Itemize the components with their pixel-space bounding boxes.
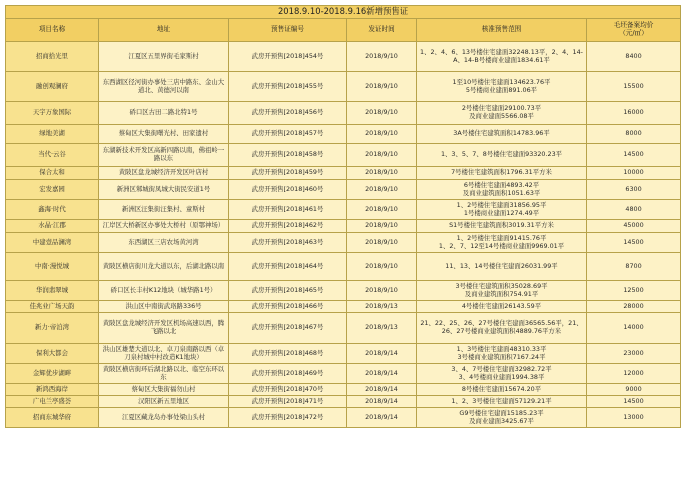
header-issue-date: 发证时间	[347, 19, 417, 42]
permit-number-cell: 武房开预售[2018]455号	[229, 72, 347, 102]
average-price-cell: 9000	[587, 384, 681, 396]
permit-number-cell: 武房开预售[2018]469号	[229, 364, 347, 384]
table-row	[6, 42, 681, 72]
project-name-cell: 保合太和	[6, 167, 99, 180]
approved-scope-cell: 1、3号楼住宅建面48310.33平 3号楼商业建筑面积7167.24平	[417, 344, 587, 364]
issue-date-cell: 2018/9/10	[347, 42, 417, 72]
issue-date-cell: 2018/9/10	[347, 233, 417, 253]
table-row	[6, 72, 681, 102]
average-price-cell: 12500	[587, 281, 681, 301]
average-price-cell: 6300	[587, 180, 681, 200]
permit-number-cell: 武房开预售[2018]454号	[229, 42, 347, 72]
approved-scope-cell: 4号楼住宅建面26143.59平	[417, 301, 587, 313]
permit-number-cell: 武房开预售[2018]461号	[229, 200, 347, 220]
issue-date-cell: 2018/9/10	[347, 200, 417, 220]
average-price-cell: 14500	[587, 144, 681, 167]
average-price-cell: 8000	[587, 125, 681, 144]
address-cell: 江夏区五里界街毛家斯村	[99, 42, 229, 72]
issue-date-cell: 2018/9/13	[347, 301, 417, 313]
average-price-cell: 23000	[587, 344, 681, 364]
project-name-cell: 华润翡翠城	[6, 281, 99, 301]
permit-number-cell: 武房开预售[2018]471号	[229, 396, 347, 408]
address-cell: 江岸区大桥新区办事处大桥村（原鄂神场）	[99, 220, 229, 233]
approved-scope-cell: 1至10号楼住宅建面134623.76平 5号楼商业建面891.06平	[417, 72, 587, 102]
address-cell: 东湖新技术开发区高新四路以南，佛祖岭一路以东	[99, 144, 229, 167]
project-name-cell: 宏发嘉园	[6, 180, 99, 200]
table-row	[6, 313, 681, 344]
address-cell: 蔡甸区大集街福勿山村	[99, 384, 229, 396]
approved-scope-cell: 1、2、4、6、13号楼住宅建面32248.13平，2、4、14-A、14-B号楼商业建面1834.61平	[417, 42, 587, 72]
table-row	[6, 200, 681, 220]
average-price-cell: 8400	[587, 42, 681, 72]
approved-scope-cell: 1、2号楼住宅建面31856.95平 1号楼商业建面1274.49平	[417, 200, 587, 220]
issue-date-cell: 2018/9/10	[347, 102, 417, 125]
average-price-cell: 14000	[587, 313, 681, 344]
table-title: 2018.9.10-2018.9.16新增预售证	[6, 6, 681, 19]
project-name-cell: 保利大都会	[6, 344, 99, 364]
approved-scope-cell: 21、22、25、26、27号楼住宅建面36565.56平，21、26、27号楼商业建筑面积4889.76平方米	[417, 313, 587, 344]
issue-date-cell: 2018/9/10	[347, 72, 417, 102]
permit-number-cell: 武房开预售[2018]466号	[229, 301, 347, 313]
presale-permit-table	[5, 5, 681, 428]
header-address: 地址	[99, 19, 229, 42]
table-row	[6, 167, 681, 180]
address-cell: 黄陂区盘龙城经济开发区叶店村	[99, 167, 229, 180]
approved-scope-cell: S1号楼住宅建筑面积3019.31平方米	[417, 220, 587, 233]
approved-scope-cell: 8号楼住宅建面15674.20平	[417, 384, 587, 396]
header-project-name: 项目名称	[6, 19, 99, 42]
header-average-price: 毛坯备案均价 （元/㎡）	[587, 19, 681, 42]
project-name-cell: 招商拾光里	[6, 42, 99, 72]
project-name-cell: 融创观澜府	[6, 72, 99, 102]
permit-number-cell: 武房开预售[2018]472号	[229, 408, 347, 428]
table-row	[6, 180, 681, 200]
average-price-cell: 15500	[587, 72, 681, 102]
address-cell: 新洲区汪集街汪集村、童斯村	[99, 200, 229, 220]
permit-number-cell: 武房开预售[2018]463号	[229, 233, 347, 253]
table-row	[6, 220, 681, 233]
table-row	[6, 102, 681, 125]
approved-scope-cell: 3号楼住宅建筑面积35028.69平 及商业建筑面积754.91平	[417, 281, 587, 301]
address-cell: 汉阳区新五里地区	[99, 396, 229, 408]
approved-scope-cell: 1、3、5、7、8号楼住宅建面93320.23平	[417, 144, 587, 167]
address-cell: 洪山区雄楚大道以北、卓刀泉南路以西（卓刀泉村城中村改造K1地块）	[99, 344, 229, 364]
table-row	[6, 281, 681, 301]
permit-number-cell: 武房开预售[2018]459号	[229, 167, 347, 180]
table-row	[6, 364, 681, 384]
issue-date-cell: 2018/9/10	[347, 253, 417, 281]
project-name-cell: 招商东城华府	[6, 408, 99, 428]
project-name-cell: 广电兰亭盛荟	[6, 396, 99, 408]
average-price-cell: 28000	[587, 301, 681, 313]
header-permit-number: 预售证编号	[229, 19, 347, 42]
header-approved-scope: 核准预售范围	[417, 19, 587, 42]
address-cell: 东西湖区径河街办事处三店中路东、金山大道北、黄德河以南	[99, 72, 229, 102]
issue-date-cell: 2018/9/14	[347, 396, 417, 408]
average-price-cell: 13000	[587, 408, 681, 428]
issue-date-cell: 2018/9/14	[347, 384, 417, 396]
permit-number-cell: 武房开预售[2018]470号	[229, 384, 347, 396]
average-price-cell: 12000	[587, 364, 681, 384]
table-row	[6, 233, 681, 253]
approved-scope-cell: 6号楼住宅建面4893.42平 及商业建筑面积1051.63平	[417, 180, 587, 200]
project-name-cell: 新力·帝泊湾	[6, 313, 99, 344]
issue-date-cell: 2018/9/13	[347, 313, 417, 344]
average-price-cell: 14500	[587, 396, 681, 408]
permit-number-cell: 武房开预售[2018]457号	[229, 125, 347, 144]
table-row	[6, 301, 681, 313]
permit-number-cell: 武房开预售[2018]456号	[229, 102, 347, 125]
address-cell: 蔡甸区大集街曙光村、田家遗村	[99, 125, 229, 144]
address-cell: 硚口区长丰村K12地块（城华路1号）	[99, 281, 229, 301]
issue-date-cell: 2018/9/14	[347, 344, 417, 364]
permit-number-cell: 武房开预售[2018]464号	[229, 253, 347, 281]
issue-date-cell: 2018/9/10	[347, 167, 417, 180]
table-row	[6, 384, 681, 396]
issue-date-cell: 2018/9/10	[347, 281, 417, 301]
table-row	[6, 125, 681, 144]
average-price-cell: 16000	[587, 102, 681, 125]
project-name-cell: 佳兆业广场天韵	[6, 301, 99, 313]
address-cell: 黄陂区盘龙城经济开发区机场高速以西，腾飞路以北	[99, 313, 229, 344]
project-name-cell: 中建壹品澜湾	[6, 233, 99, 253]
issue-date-cell: 2018/9/14	[347, 364, 417, 384]
approved-scope-cell: 1、2、3号楼住宅建面57129.21平	[417, 396, 587, 408]
average-price-cell: 14500	[587, 233, 681, 253]
issue-date-cell: 2018/9/10	[347, 220, 417, 233]
average-price-cell: 8700	[587, 253, 681, 281]
address-cell: 江夏区藏龙岛办事处梁山头村	[99, 408, 229, 428]
approved-scope-cell: 3、4、7号楼住宅建面32982.72平 3、4号楼商业建面1994.38平	[417, 364, 587, 384]
table-row	[6, 408, 681, 428]
table-row	[6, 344, 681, 364]
address-cell: 黄陂区横店街川龙大道以东，后湖北路以南	[99, 253, 229, 281]
address-cell: 东西湖区三店农场黄河湾	[99, 233, 229, 253]
approved-scope-cell: 7号楼住宅建筑面积1796.31平方米	[417, 167, 587, 180]
permit-number-cell: 武房开预售[2018]467号	[229, 313, 347, 344]
presale-table-container	[5, 5, 680, 428]
permit-number-cell: 武房开预售[2018]458号	[229, 144, 347, 167]
address-cell: 洪山区中南街武珞路336号	[99, 301, 229, 313]
table-row	[6, 396, 681, 408]
table-row	[6, 144, 681, 167]
address-cell: 新洲区邾城街凤城大街民安道1号	[99, 180, 229, 200]
average-price-cell: 4800	[587, 200, 681, 220]
average-price-cell: 45000	[587, 220, 681, 233]
permit-number-cell: 武房开预售[2018]462号	[229, 220, 347, 233]
project-name-cell: 金辉优步湖畔	[6, 364, 99, 384]
table-header-row	[6, 19, 681, 42]
permit-number-cell: 武房开预售[2018]465号	[229, 281, 347, 301]
approved-scope-cell: 2号楼住宅建面29100.73平 及商业建面5566.08平	[417, 102, 587, 125]
project-name-cell: 鑫海·时代	[6, 200, 99, 220]
project-name-cell: 当代·云谷	[6, 144, 99, 167]
average-price-cell: 10000	[587, 167, 681, 180]
approved-scope-cell: 11、13、14号楼住宅建面26031.99平	[417, 253, 587, 281]
table-row	[6, 253, 681, 281]
table-title-row	[6, 6, 681, 19]
approved-scope-cell: 1、2号楼住宅建面91415.76平 1、2、7、12至14号楼商业建面9969.01平	[417, 233, 587, 253]
issue-date-cell: 2018/9/10	[347, 125, 417, 144]
project-name-cell: 中南·漫悦城	[6, 253, 99, 281]
issue-date-cell: 2018/9/10	[347, 144, 417, 167]
project-name-cell: 新鸿西海岸	[6, 384, 99, 396]
issue-date-cell: 2018/9/14	[347, 408, 417, 428]
issue-date-cell: 2018/9/10	[347, 180, 417, 200]
permit-number-cell: 武房开预售[2018]460号	[229, 180, 347, 200]
address-cell: 黄陂区横店街环后湖北路以北、临空东环以东	[99, 364, 229, 384]
permit-number-cell: 武房开预售[2018]468号	[229, 344, 347, 364]
approved-scope-cell: 3A号楼住宅建筑面积14783.96平	[417, 125, 587, 144]
approved-scope-cell: G9号楼住宅建面15185.23平 及商业建面3425.67平	[417, 408, 587, 428]
project-name-cell: 天宇万象国际	[6, 102, 99, 125]
project-name-cell: 绿地美湖	[6, 125, 99, 144]
project-name-cell: 水晶·江郡	[6, 220, 99, 233]
address-cell: 硚口区古田二路北特1号	[99, 102, 229, 125]
